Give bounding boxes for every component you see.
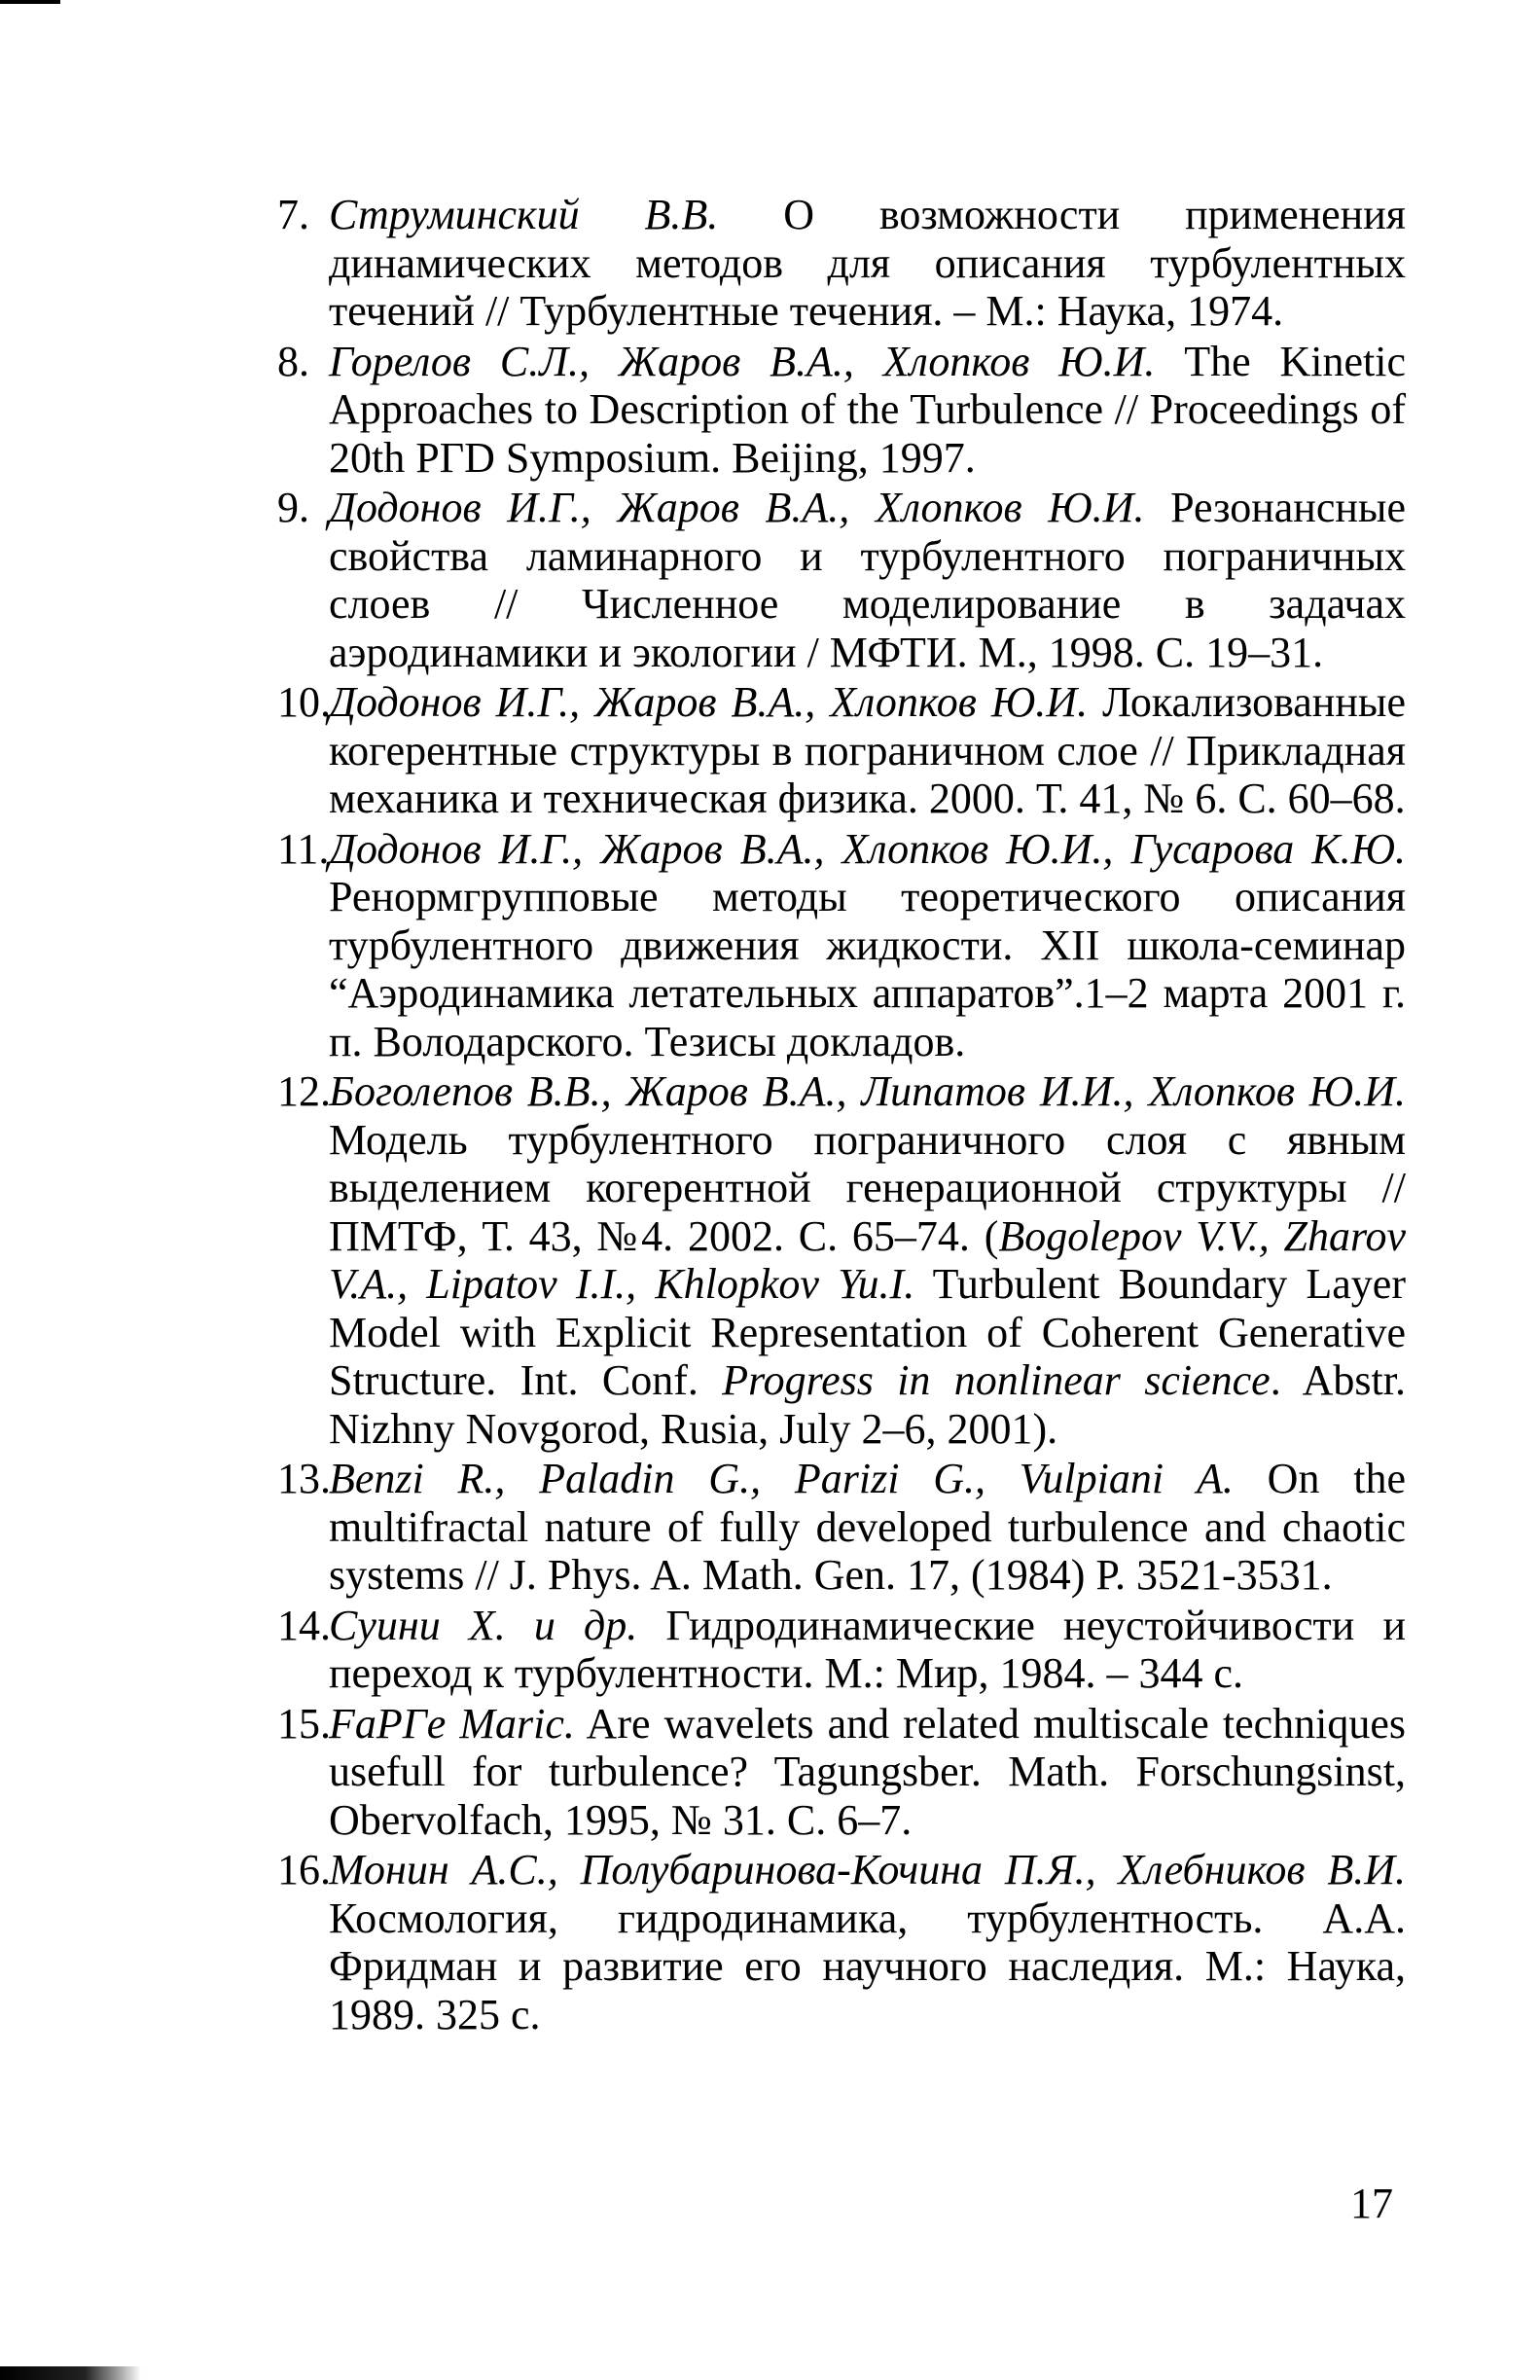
reference-authors: Benzi R., Paladin G., Parizi G., Vulpiani A. — [329, 1455, 1234, 1502]
reference-body: Локализованные когерентные структуры в пограничном слое // Прикладная механика и техническая физика. 2000. Т. 41, № 6. С. 60–68. — [329, 678, 1406, 822]
reference-item — [277, 1067, 1406, 1453]
reference-text — [329, 1700, 1406, 1845]
reference-item — [277, 1602, 1406, 1698]
reference-body: Модель турбулентного пограничного слоя с явным выделением когерентной генерационной структуры // ПМТФ, Т. 43, №4. 2002. С. 65–74. ( — [329, 1115, 1406, 1260]
reference-text — [329, 484, 1406, 676]
reference-text — [329, 191, 1406, 336]
reference-number: 12. — [277, 1067, 331, 1115]
reference-number: 15. — [277, 1699, 331, 1748]
reference-authors: Горелов С.Л., Жаров В.А., Хлопков Ю.И. — [329, 337, 1156, 385]
reference-text — [329, 1846, 1406, 2038]
scan-artifact-top — [0, 0, 60, 4]
reference-journal-title: Progress in nonlinear science — [722, 1356, 1271, 1404]
reference-number: 16. — [277, 1846, 331, 1893]
reference-number: 11. — [277, 824, 330, 873]
reference-number: 8. — [277, 337, 309, 385]
reference-item — [277, 1455, 1406, 1600]
reference-body: Are wavelets and related multiscale techniques usefull for turbulence? Tagungsber. Math. Forschungsinst, Obervolfach, 1995, № 31. C. 6–7. — [329, 1699, 1407, 1844]
reference-authors: Монин А.С., Полубаринова-Кочина П.Я., Хлебников В.И. — [329, 1846, 1406, 1893]
reference-item — [277, 825, 1406, 1066]
reference-body: The Kinetic Approaches to Description of the Turbulence // Proceedings of 20th PГD Symposium. Beijing, 1997. — [329, 337, 1406, 482]
reference-item — [277, 484, 1406, 676]
reference-authors: Боголепов В.В., Жаров В.А., Липатов И.И., Хлопков Ю.И. — [329, 1067, 1406, 1115]
reference-item — [277, 678, 1406, 823]
reference-item — [277, 338, 1406, 483]
reference-body: Ренормгрупповые методы теоретического описания турбулентного движения жидкости. XII школа-семинар “Аэродинамика летательных аппаратов”.1–2 марта 2001 г. п. Володарского. Тезисы докладов. — [329, 873, 1406, 1065]
reference-authors: Суини Х. и др. — [329, 1601, 638, 1649]
reference-body: Резонансные свойства ламинарного и турбулентного пограничных слоев // Численное моделирование в задачах аэродинамики и экологии / МФТИ. М., 1998. С. 19–31. — [329, 484, 1407, 676]
reference-list — [277, 191, 1406, 2040]
reference-authors: Додонов И.Г., Жаров В.А., Хлопков Ю.И., Гусарова К.Ю. — [329, 824, 1406, 873]
reference-item — [277, 1700, 1406, 1845]
reference-number: 10. — [277, 678, 331, 726]
reference-authors: Додонов И.Г., Жаров В.А., Хлопков Ю.И. — [329, 484, 1145, 531]
reference-body-translation: Turbulent Boundary Layer Model with Explicit Representation of Coherent Generative Structure. Int. Conf. — [329, 1260, 1406, 1404]
reference-item — [277, 191, 1406, 336]
reference-authors-translation: Bogolepov V.V., Zharov V.A., Lipatov I.I., Khlopkov Yu.I. — [329, 1211, 1407, 1308]
scan-artifact-bottom — [0, 2366, 141, 2380]
reference-authors: FaPГe Maric. — [329, 1699, 575, 1748]
reference-item — [277, 1846, 1406, 2038]
reference-number: 9. — [277, 484, 309, 531]
reference-body: Гидродинамические неустойчивости и переход к турбулентности. М.: Мир, 1984. – 344 с. — [329, 1601, 1406, 1697]
reference-body-end: . Abstr. Nizhny Novgorod, Rusia, July 2–6, 2001). — [329, 1356, 1406, 1453]
reference-number: 14. — [277, 1601, 331, 1649]
reference-number: 13. — [277, 1455, 331, 1502]
page-number: 17 — [1350, 2180, 1393, 2227]
reference-number: 7. — [277, 191, 309, 238]
reference-authors: Струминский В.В. — [329, 191, 719, 238]
reference-authors: Додонов И.Г., Жаров В.А., Хлопков Ю.И. — [329, 678, 1089, 726]
reference-text — [329, 1455, 1406, 1600]
reference-text — [329, 338, 1406, 483]
reference-body: On the multifractal nature of fully developed turbulence and chaotic systems // J. Phys. A. Math. Gen. 17, (1984) P. 3521-3531. — [329, 1455, 1406, 1599]
reference-text — [329, 1602, 1406, 1698]
reference-body: О возможности применения динамических методов для описания турбулентных течений // Турбулентные течения. – М.: Наука, 1974. — [329, 191, 1407, 335]
reference-text — [329, 678, 1406, 823]
reference-text — [329, 825, 1406, 1066]
reference-body: Космология, гидродинамика, турбулентность. А.А. Фридман и развитие его научного наследия. М.: Наука, 1989. 325 с. — [329, 1893, 1406, 2038]
reference-text — [329, 1067, 1406, 1453]
